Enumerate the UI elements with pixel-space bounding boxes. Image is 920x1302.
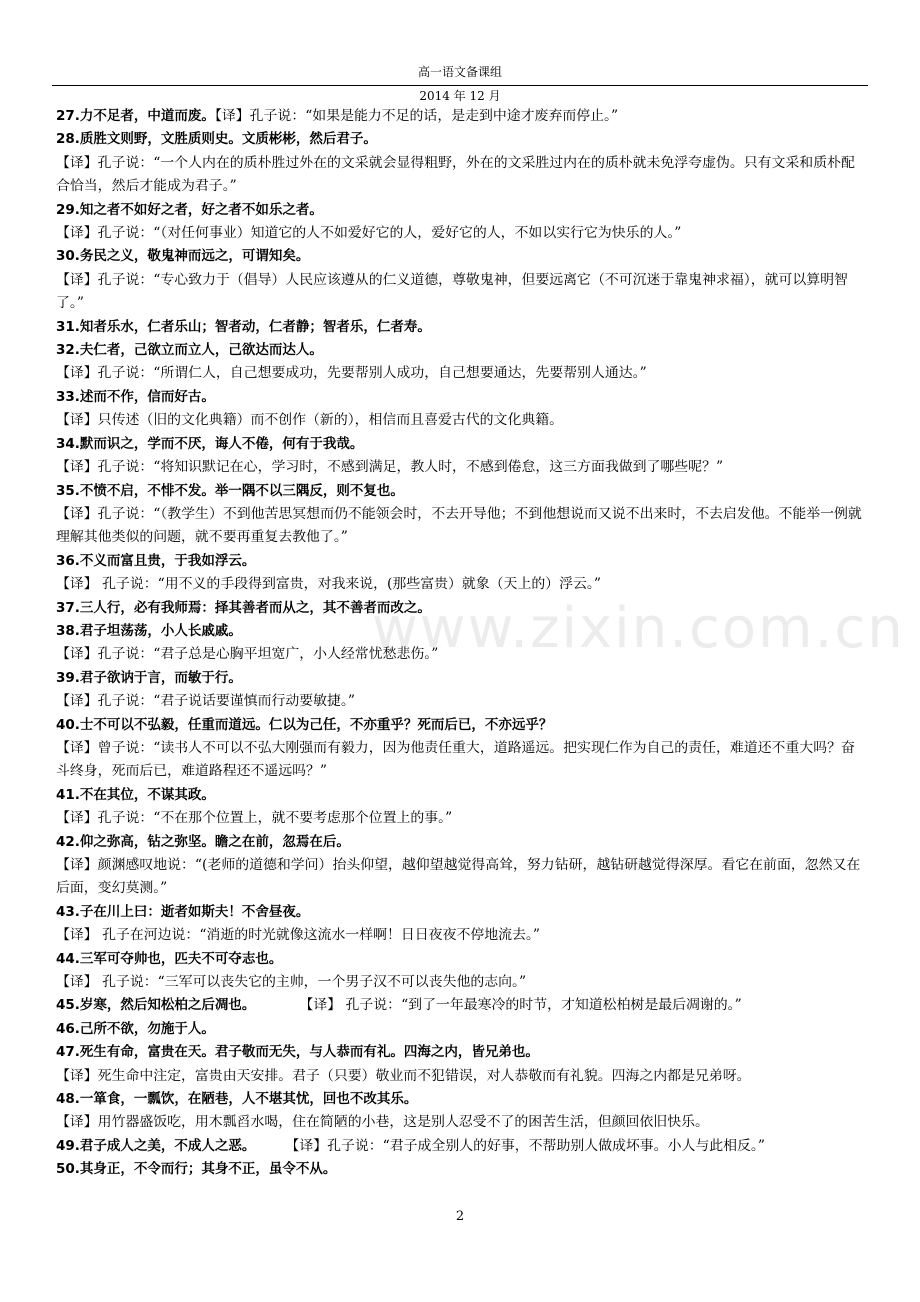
translation-text: 【译】孔子说：“君子说话要谨慎而行动要敏捷。” bbox=[56, 693, 355, 710]
quote-line bbox=[56, 831, 868, 854]
quote-text: 27.力不足者，中道而废。 bbox=[56, 108, 215, 124]
translation-text: 【译】孔子说：“所谓仁人，自己想要成功，先要帮别人成功，自己想要通达，先要帮别人通达。” bbox=[56, 365, 647, 382]
quote-line bbox=[56, 433, 868, 456]
quote-text: 41.不在其位，不谋其政。 bbox=[56, 786, 215, 803]
translation-line bbox=[56, 924, 868, 947]
quote-text: 42.仰之弥高，钻之弥坚。瞻之在前，忽焉在后。 bbox=[56, 833, 350, 850]
quote-text: 50.其身正，不令而行；其身不正，虽令不从。 bbox=[56, 1161, 337, 1178]
translation-text: 【译】孔子说：“（教学生）不到他苦思冥想而仍不能领会时，不去开导他；不到他想说而又说不出来时，不去启发他。不能举一例就理解其他类似的问题，就不要再重复去教他了。” bbox=[56, 505, 862, 546]
quote-line bbox=[56, 620, 868, 643]
quote-text: 32.夫仁者，己欲立而立人，己欲达而达人。 bbox=[56, 342, 323, 359]
translation-text: 【译】孔子说：“（对任何事业）知道它的人不如爱好它的人，爱好它的人，不如以实行它为快乐的人。” bbox=[56, 225, 682, 242]
quote-text: 29.知之者不如好之者，好之者不如乐之者。 bbox=[56, 201, 323, 218]
quote-text: 49.君子成人之美，不成人之恶。 bbox=[56, 1137, 256, 1154]
quote-line bbox=[56, 714, 868, 737]
quote-with-translation-line bbox=[56, 994, 868, 1017]
translation-text: 【译】孔子说：“君子成全别人的好事，不帮助别人做成坏事。小人与此相反。” bbox=[285, 1137, 765, 1154]
quote-text: 36.不义而富且贵，于我如浮云。 bbox=[56, 552, 256, 569]
quote-text: 47.死生有命，富贵在天。君子敬而无失，与人恭而有礼。四海之内，皆兄弟也。 bbox=[56, 1044, 539, 1061]
document-body bbox=[56, 105, 868, 1182]
quote-text: 45.岁寒，然后知松柏之后凋也。 bbox=[56, 997, 256, 1014]
header-date: 2014 年 12 月 bbox=[419, 89, 501, 103]
translation-line bbox=[56, 1111, 868, 1134]
page-number: 2 bbox=[455, 1209, 465, 1224]
quote-text: 40.士不可以不弘毅，任重而道远。仁以为己任，不亦重乎？死而后已，不亦远乎？ bbox=[56, 716, 553, 733]
quote-line bbox=[56, 386, 868, 409]
quote-line bbox=[56, 901, 868, 924]
translation-text: 【译】 孔子说：“用不义的手段得到富贵，对我来说，(那些富贵）就象（天上的）浮云。” bbox=[56, 576, 601, 593]
translation-line bbox=[56, 1065, 868, 1088]
translation-text: 【译】孔子说：“如果是能力不足的话，是走到中途才废弃而停止。” bbox=[214, 108, 619, 124]
quote-with-translation-line bbox=[56, 105, 868, 128]
translation-line bbox=[56, 503, 868, 550]
quote-text: 46.己所不欲，勿施于人。 bbox=[56, 1020, 215, 1037]
translation-text: 【译】孔子说：“一个人内在的质朴胜过外在的文采就会显得粗野，外在的文采胜过内在的质朴就未免浮夸虚伪。只有文采和质朴配合恰当，然后才能成为君子。” bbox=[56, 154, 855, 195]
quote-line bbox=[56, 480, 868, 503]
quote-line bbox=[56, 597, 868, 620]
quote-line bbox=[56, 199, 868, 222]
quote-line bbox=[56, 550, 868, 573]
quote-line bbox=[56, 1018, 868, 1041]
translation-text: 【译】孔子说：“君子总是心胸平坦宽广，小人经常忧愁悲伤。” bbox=[56, 646, 439, 663]
translation-line bbox=[56, 362, 868, 385]
header-title: 高一语文备课组 bbox=[417, 65, 502, 79]
watermark: www.zixin.com.cn bbox=[372, 596, 905, 661]
translation-line bbox=[56, 152, 868, 199]
quote-text: 31.知者乐水，仁者乐山；智者动，仁者静；智者乐，仁者寿。 bbox=[56, 318, 431, 335]
quote-text: 43.子在川上曰：逝者如斯夫！不舍昼夜。 bbox=[56, 903, 310, 920]
translation-text: 【译】 孔子说：“三军可以丧失它的主帅，一个男子汉不可以丧失他的志向。” bbox=[56, 974, 527, 991]
quote-text: 30.务民之义，敬鬼神而远之，可谓知矣。 bbox=[56, 248, 310, 265]
quote-text: 34.默而识之，学而不厌，诲人不倦，何有于我哉。 bbox=[56, 435, 364, 452]
translation-text: 【译】孔子说：“不在那个位置上，就不要考虑那个位置上的事。” bbox=[56, 810, 453, 827]
translation-line bbox=[56, 854, 868, 901]
quote-with-translation-line bbox=[56, 1135, 868, 1158]
quote-line bbox=[56, 1158, 868, 1181]
translation-line bbox=[56, 456, 868, 479]
quote-line bbox=[56, 245, 868, 268]
quote-text: 28.质胜文则野，文胜质则史。文质彬彬，然后君子。 bbox=[56, 131, 377, 148]
translation-line bbox=[56, 573, 868, 596]
quote-text: 37.三人行，必有我师焉：择其善者而从之，其不善者而改之。 bbox=[56, 599, 431, 616]
quote-text: 38.君子坦荡荡，小人长戚戚。 bbox=[56, 622, 242, 639]
translation-text: 【译】孔子说：“专心致力于（倡导）人民应该遵从的仁义道德，尊敬鬼神，但要远离它（不可沉迷于靠鬼神求福），就可以算明智了。” bbox=[56, 271, 848, 312]
header-rule bbox=[52, 85, 868, 86]
translation-line bbox=[56, 643, 868, 666]
quote-line bbox=[56, 128, 868, 151]
translation-line bbox=[56, 737, 868, 784]
translation-text: 【译】只传述（旧的文化典籍）而不创作（新的），相信而且喜爱古代的文化典籍。 bbox=[56, 412, 564, 429]
quote-text: 48.一箪食，一瓢饮，在陋巷，人不堪其忧，回也不改其乐。 bbox=[56, 1091, 418, 1108]
translation-text: 【译】死生命中注定，富贵由天安排。君子（只要）敬业而不犯错误，对人恭敬而有礼貌。四海之内都是兄弟呀。 bbox=[56, 1067, 751, 1084]
quote-line bbox=[56, 948, 868, 971]
translation-text: 【译】 孔子在河边说：“消逝的时光就像这流水一样啊！日日夜夜不停地流去。” bbox=[56, 927, 540, 944]
translation-text: 【译】曾子说：“读书人不可以不弘大刚强而有毅力，因为他责任重大，道路遥远。把实现仁作为自己的责任，难道还不重大吗？奋斗终身，死而后已，难道路程还不遥远吗？” bbox=[56, 739, 855, 780]
quote-line bbox=[56, 339, 868, 362]
quote-text: 35.不愤不启，不悱不发。举一隅不以三隅反，则不复也。 bbox=[56, 482, 404, 499]
quote-line bbox=[56, 784, 868, 807]
translation-line bbox=[56, 222, 868, 245]
translation-line bbox=[56, 409, 868, 432]
translation-line bbox=[56, 971, 868, 994]
translation-text: 【译】 孔子说：“到了一年最寒冷的时节，才知道松柏树是最后凋谢的。” bbox=[299, 997, 742, 1014]
quote-text: 39.君子欲讷于言，而敏于行。 bbox=[56, 669, 242, 686]
translation-line bbox=[56, 807, 868, 830]
translation-text: 【译】用竹器盛饭吃，用木瓢舀水喝，住在简陋的小巷，这是别人忍受不了的困苦生活，但颜回依旧快乐。 bbox=[56, 1114, 709, 1131]
quote-line bbox=[56, 1041, 868, 1064]
translation-line bbox=[56, 690, 868, 713]
quote-line bbox=[56, 316, 868, 339]
translation-text: 【译】孔子说：“将知识默记在心，学习时，不感到满足，教人时，不感到倦怠，这三方面我做到了哪些呢？” bbox=[56, 459, 724, 476]
quote-text: 44.三军可夺帅也，匹夫不可夺志也。 bbox=[56, 950, 283, 967]
quote-text: 33.述而不作，信而好古。 bbox=[56, 388, 215, 405]
translation-line bbox=[56, 269, 868, 316]
translation-text: 【译】颜渊感叹地说：“(老师的道德和学问）抬头仰望，越仰望越觉得高耸，努力钻研，越钻研越觉得深厚。看它在前面，忽然又在后面，变幻莫测。” bbox=[56, 857, 861, 897]
quote-line bbox=[56, 667, 868, 690]
quote-line bbox=[56, 1088, 868, 1111]
